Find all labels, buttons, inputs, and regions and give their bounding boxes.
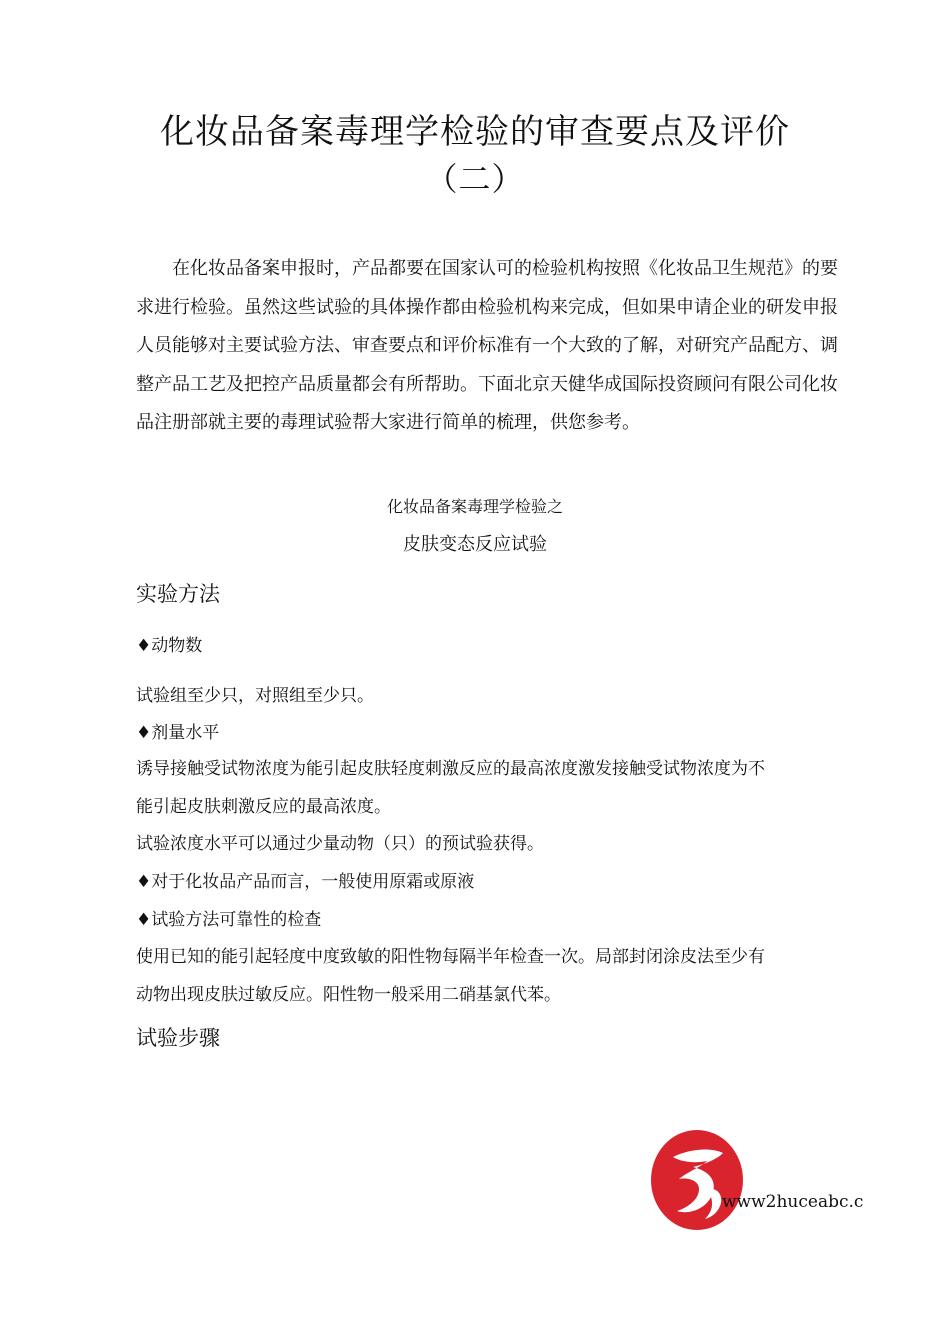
logo-graphic: [649, 1127, 749, 1233]
section-title: 皮肤变态反应试验: [403, 534, 547, 555]
dose-text-1: 诱导接触受试物浓度为能引起皮肤轻度刺激反应的最高浓度激发接触受试物浓度为不: [136, 759, 765, 779]
animals-text: 试验组至少只，对照组至少只。: [136, 686, 374, 706]
reliability-text-2: 动物出现皮肤过敏反应。阳性物一般采用二硝基氯代苯。: [136, 985, 561, 1005]
watermark-url: www2huceabc.c: [722, 1192, 864, 1212]
heading-steps: 试验步骤: [136, 1026, 220, 1050]
intro-paragraph: [136, 250, 838, 443]
dose-text-2: 能引起皮肤刺激反应的最高浓度。: [136, 797, 391, 817]
heading-method: 实验方法: [136, 582, 220, 606]
dose-text-3: 试验浓度水平可以通过少量动物（只）的预试验获得。: [136, 834, 544, 854]
intro-text: 在化妆品备案申报时，产品都要在国家认可的检验机构按照《化妆品卫生规范》的要求进行检验。虽然这些试验的具体操作都由检验机构来完成，但如果申请企业的研发申报人员能够对主要试验方法、审查要点和评价标准有一个大致的了解，对研究产品配方、调整产品工艺及把控产品质量都会有所帮助。下面北京天健华成国际投资顾问有限公司化妆品注册部就主要的毒理试验帮大家进行简单的梳理，供您参考。: [136, 258, 838, 434]
document-title: 化妆品备案毒理学检验的审查要点及评价: [160, 112, 790, 152]
document-title-part: （二）: [425, 160, 525, 198]
reliability-label: ♦试验方法可靠性的检查: [136, 910, 322, 930]
dose-label: ♦剂量水平: [136, 723, 220, 743]
section-subtitle: 化妆品备案毒理学检验之: [386, 497, 563, 516]
reliability-text-1: 使用已知的能引起轻度中度致敏的阳性物每隔半年检查一次。局部封闭涂皮法至少有: [136, 947, 765, 967]
animals-label: ♦动物数: [136, 636, 203, 656]
product-label: ♦对于化妆品产品而言，一般使用原霜或原液: [136, 872, 475, 892]
calligraphy-logo-icon: [649, 1127, 749, 1233]
